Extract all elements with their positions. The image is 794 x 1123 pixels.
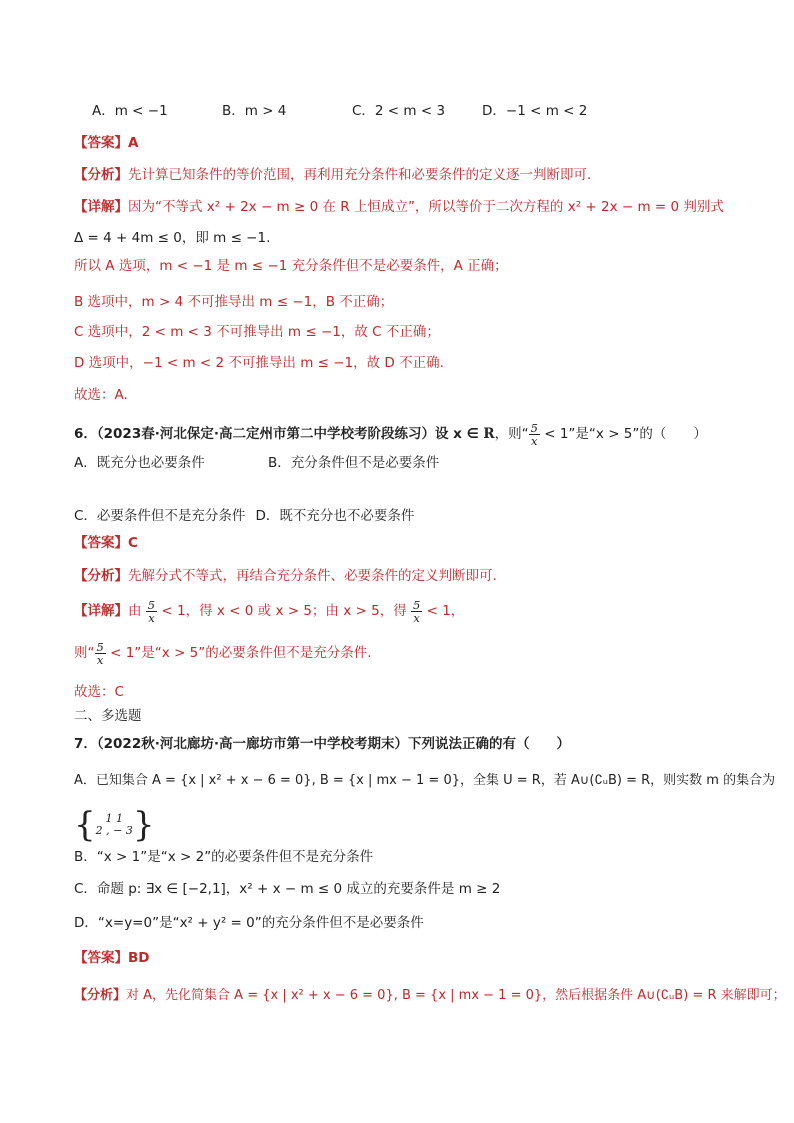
- q7-option-a: A．已知集合 A = {x | x² + x − 6 = 0}, B = {x | mx − 1 = 0}，全集 U = R，若 A∪(∁ᵤB) = R，则实数 m 的集合为: [74, 773, 776, 788]
- q7-answer-value: BD: [128, 950, 150, 966]
- q5-options-row: [92, 101, 587, 121]
- q5-option-a: A．m < −1: [92, 103, 168, 119]
- q5-line-c: C 选项中，2 < m < 3 不可推导出 m ≤ −1，故 C 不正确；: [74, 324, 440, 340]
- q5-answer-value: A: [128, 135, 139, 151]
- q5-answer: 【答案】A: [74, 135, 139, 151]
- q7-analysis: 【分析】对 A，先化简集合 A = {x | x² + x − 6 = 0}, B = {x | mx − 1 = 0}，然后根据条件 A∪(∁ᵤB) = R 来解即可；: [74, 988, 786, 1003]
- q7-option-c: C．命题 p: ∃x ∈ [−2,1]，x² + x − m ≤ 0 成立的充要条件是 m ≥ 2: [74, 881, 501, 897]
- q6-option-d: D．既不充分也不必要条件: [255, 508, 415, 524]
- q5-analysis-text: 先计算已知条件的等价范围，再利用充分条件和必要条件的定义逐一判断即可.: [128, 167, 592, 183]
- q5-line-d: D 选项中，−1 < m < 2 不可推导出 m ≤ −1，故 D 不正确.: [74, 355, 444, 371]
- q6-answer-value: C: [128, 535, 138, 551]
- section-title: 二、多选题: [74, 708, 142, 724]
- q5-analysis: 【分析】先计算已知条件的等价范围，再利用充分条件和必要条件的定义逐一判断即可.: [74, 167, 592, 183]
- q6-options-row-1: [74, 453, 439, 473]
- q6-conclusion: 故选：C: [74, 684, 124, 700]
- q5-detail: 【详解】因为“不等式 x² + 2x − m ≥ 0 在 R 上恒成立”，所以等价于二次方程的 x² + 2x − m = 0 判别式: [74, 199, 724, 215]
- q6-analysis-text: 先解分式不等式，再结合充分条件、必要条件的定义判断即可.: [128, 568, 497, 584]
- q5-detail-text-1: 因为“不等式 x² + 2x − m ≥ 0 在 R 上恒成立”，所以等价于二次方程的 x² + 2x − m = 0 判别式: [128, 199, 724, 215]
- q5-line-a: 所以 A 选项，m < −1 是 m ≤ −1 充分条件但不是必要条件，A 正确；: [74, 258, 508, 274]
- q6-stem: 6．（2023春·河北保定·高二定州市第二中学校考阶段练习）设 x ∈ R，则“ $\frac{5}{x}$ < 1”是“x > 5”的（ ）: [74, 420, 707, 448]
- q5-option-d: D．−1 < m < 2: [482, 103, 588, 119]
- q6-analysis: 【分析】先解分式不等式，再结合充分条件、必要条件的定义判断即可.: [74, 568, 497, 584]
- q5-option-b: B．m > 4: [222, 103, 287, 119]
- q6-fraction: $\frac{5}{x}$: [530, 420, 538, 448]
- q7-option-d: D．“x=y=0”是“x² + y² = 0”的充分条件但不是必要条件: [74, 915, 424, 931]
- q5-line-b: B 选项中，m > 4 不可推导出 m ≤ −1，B 不正确；: [74, 294, 394, 310]
- q6-option-b: B．充分条件但不是必要条件: [268, 455, 440, 471]
- q7-option-a-set: { 1 1 2 , − 3 }: [74, 805, 155, 845]
- q7-answer: 【答案】BD: [74, 950, 150, 966]
- q5-detail-line-2: Δ = 4 + 4m ≤ 0，即 m ≤ −1.: [74, 230, 271, 246]
- q5-conclusion: 故选：A.: [74, 387, 128, 403]
- q7-option-b: B．“x > 1”是“x > 2”的必要条件但不是充分条件: [74, 849, 374, 865]
- q6-detail: 【详解】由 $\frac{5}{x}$ < 1，得 x < 0 或 x > 5；由 x > 5，得 $\frac{5}{x}$ < 1，: [74, 597, 465, 625]
- q7-stem: 7．（2022秋·河北廊坊·高一廊坊市第一中学校考期末）下列说法正确的有（ ）: [74, 736, 570, 752]
- q6-option-c: C．必要条件但不是充分条件: [74, 508, 246, 524]
- q6-options-row-2: [74, 506, 414, 526]
- q6-answer: 【答案】C: [74, 535, 138, 551]
- q5-option-c: C．2 < m < 3: [352, 103, 446, 119]
- q7-analysis-text: 对 A，先化简集合 A = {x | x² + x − 6 = 0}, B = {x | mx − 1 = 0}，然后根据条件 A∪(∁ᵤB) = R 来解即可；: [126, 988, 786, 1003]
- q6-then: 则“ $\frac{5}{x}$ < 1”是“x > 5”的必要条件但不是充分条件.: [74, 639, 372, 667]
- q6-option-a: A．既充分也必要条件: [74, 455, 205, 471]
